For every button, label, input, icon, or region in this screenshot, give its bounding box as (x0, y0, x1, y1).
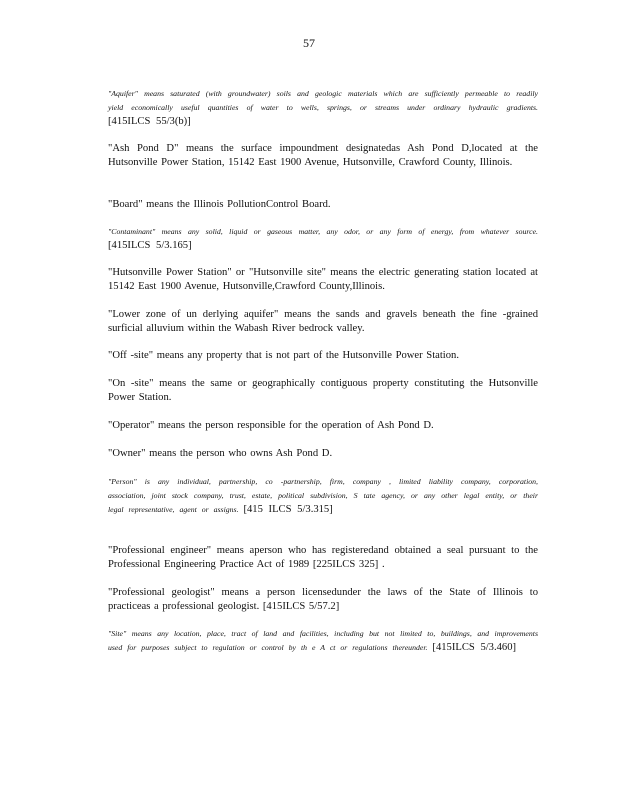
definition-aquifer (108, 87, 538, 129)
definition-person (108, 475, 538, 517)
definition-professional-geologist: "Professional geologist" means a person licensedunder the laws of the State of Illinois to practiceas a professional geologist. [415ILCS 5/57.2] (108, 587, 538, 612)
page-number: 57 (303, 36, 315, 50)
definition-board: "Board" means the Illinois PollutionControl Board. (108, 199, 331, 210)
definition-on-site: "On -site" means the same or geographically contiguous property constituting the Hutsonville Power Station. (108, 378, 538, 403)
definition-operator: "Operator" means the person responsible for the operation of Ash Pond D. (108, 420, 434, 431)
definition-text: "Aquifer" means saturated (with groundwater) soils and geologic materials which are sufficiently permeable to readily yield economically useful quantities of water to wells, springs, or streams under ordinary hydraulic gradients. (108, 89, 538, 112)
definition-lower-zone-aquifer: "Lower zone of un derlying aquifer" means the sands and gravels beneath the fine -grained surficial alluvium within the Wabash River bedrock valley. (108, 309, 538, 334)
citation: [415ILCS 5/3.460] (432, 642, 517, 653)
definition-text: "Site" means any location, place, tract of land and facilities, including but not limited to, buildings, and improvements used for purposes subject to regulation or control by th e A ct or regulations thereunder. (108, 629, 538, 652)
definition-professional-engineer: "Professional engineer" means aperson who has registeredand obtained a seal pursuant to the Professional Engineering Practice Act of 1989 [225ILCS 325] . (108, 545, 538, 570)
definition-text: "Person" is any individual, partnership, co -partnership, firm, company , limited liability company, corporation, association, joint stock company, trust, estate, political subdivision, S tate agency, or any other legal entity, or their legal representative, agent or assigns. (108, 477, 538, 514)
definition-ash-pond-d: "Ash Pond D" means the surface impoundment designatedas Ash Pond D,located at the Hutsonville Power Station, 15142 East 1900 Avenue, Hutsonville, Crawford County, Illinois. (108, 143, 538, 168)
citation: [415ILCS 55/3(b)] (108, 116, 191, 127)
definition-contaminant (108, 225, 538, 253)
definition-owner: "Owner" means the person who owns Ash Pond D. (108, 448, 333, 459)
citation: [415 ILCS 5/3.315] (243, 504, 333, 515)
definition-hutsonville-power-station: "Hutsonville Power Station" or "Hutsonville site" means the electric generating station located at 15142 East 1900 Avenue, Hutsonville,Crawford County,Illinois. (108, 267, 538, 292)
citation: [415ILCS 5/3.165] (108, 240, 192, 251)
definition-site (108, 627, 538, 655)
definition-text: "Contaminant" means any solid, liquid or gaseous matter, any odor, or any form of energy, from whatever source. (108, 227, 538, 236)
definition-off-site: "Off -site" means any property that is not part of the Hutsonville Power Station. (108, 350, 459, 361)
